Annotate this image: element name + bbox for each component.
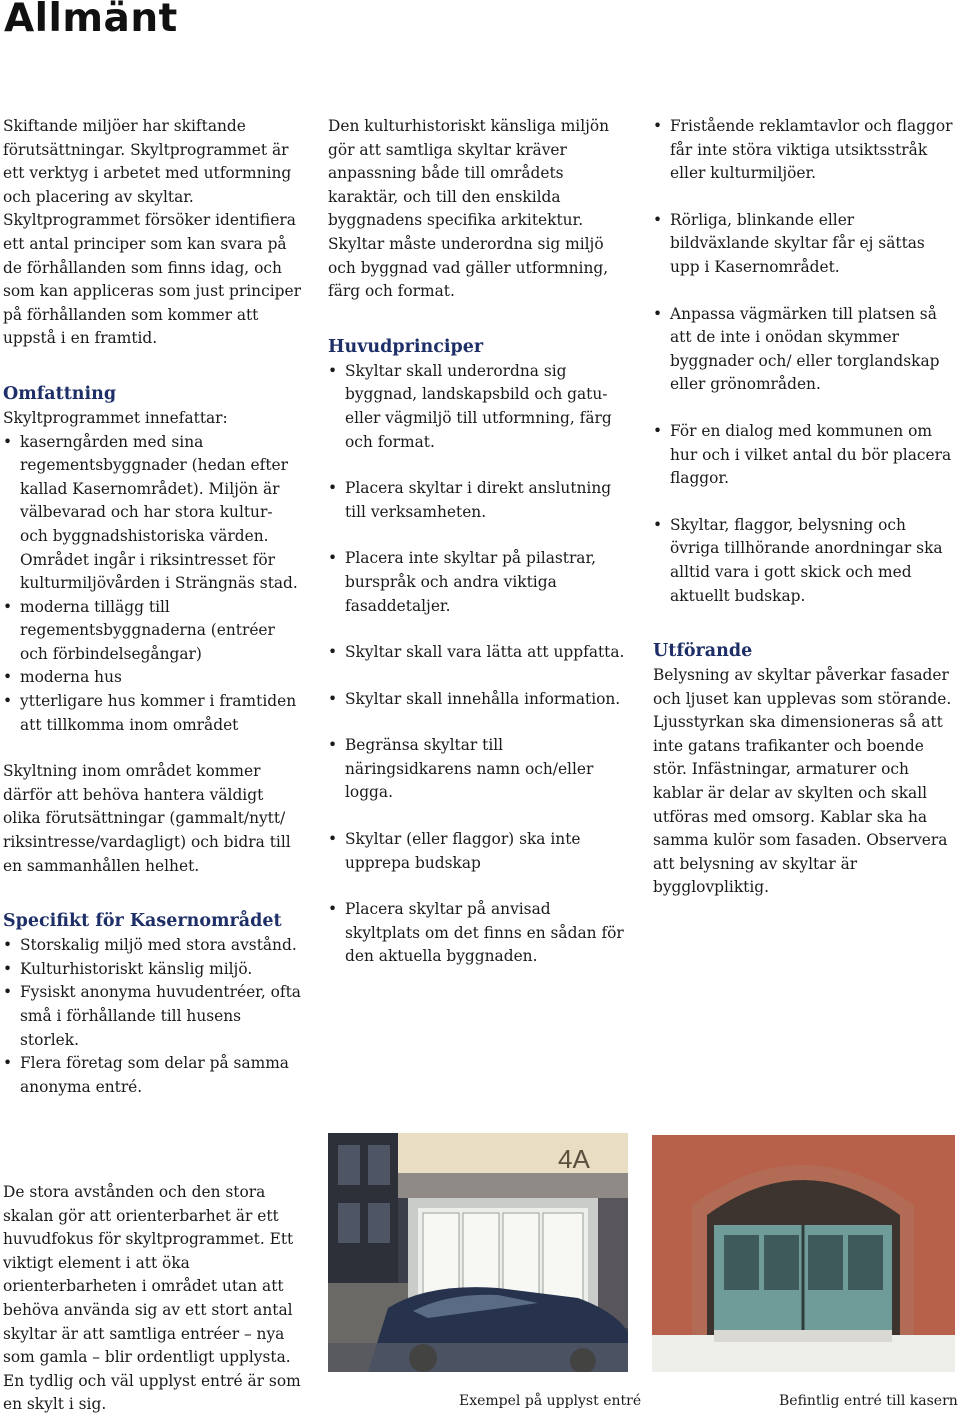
omfattning-intro: Skyltprogrammet innefattar:	[3, 408, 228, 427]
list-item: • Skyltar, flaggor, belysning och övriga tillhörande anordningar ska alltid vara i gott skick och med aktuellt budskap.	[653, 514, 953, 608]
col2-intro-paragraph: Den kulturhistoriskt känsliga miljön gör att samtliga skyltar kräver anpassning både till områdets karaktär, och till den enskilda byggnadens specifika arkitektur. Skyltar måste underordna sig miljö och byggnad vad gäller utformning, färg och format.	[328, 117, 610, 301]
barracks-entrance-illustration	[652, 1135, 955, 1372]
specifikt-list	[3, 934, 303, 1099]
list-item: • Placera skyltar i direkt anslutning till verksamheten.	[328, 477, 628, 524]
photo-lit-entrance	[328, 1133, 628, 1372]
list-item: • Skyltar skall underordna sig byggnad, landskapsbild och gatu- eller vägmiljö till utformning, färg och format.	[328, 360, 628, 454]
list-item: • Skyltar skall vara lätta att uppfatta.	[328, 641, 628, 665]
list-item: • För en dialog med kommunen om hur och i vilket antal du bör placera flaggor.	[653, 420, 953, 491]
list-item: • Skyltar (eller flaggor) ska inte upprepa budskap	[328, 828, 628, 875]
column-1	[3, 115, 303, 1099]
list-item: • Storskalig miljö med stora avstånd.	[3, 934, 303, 958]
column-2	[328, 115, 628, 969]
list-item: • Skyltar skall innehålla information.	[328, 688, 628, 712]
list-item: • Kulturhistoriskt känslig miljö.	[3, 958, 303, 982]
utforande-heading: Utförande	[653, 641, 753, 662]
list-item: • Begränsa skyltar till näringsidkarens namn och/eller logga.	[328, 734, 628, 805]
page-title: Allmänt	[4, 0, 178, 41]
list-item: • Fysiskt anonyma huvudentréer, ofta små i förhållande till husens storlek.	[3, 981, 303, 1052]
list-item: • ytterligare hus kommer i framtiden att tillkomma inom området	[3, 690, 303, 737]
photo2-caption: Befintlig entré till kasern	[779, 1393, 958, 1409]
column-1-bottom	[3, 1181, 303, 1417]
omfattning-list	[3, 431, 303, 738]
list-item: • kaserngården med sina regementsbyggnader (hedan efter kallad Kasernområdet). Miljön är välbevarad och har stora kultur- och byggnadshistoriska värden. Området ingår i riksintresset för kulturmiljövården i Strängnäs stad.	[3, 431, 303, 596]
photo1-caption: Exempel på upplyst entré	[459, 1393, 642, 1409]
intro-paragraph: Skiftande miljöer har skiftande förutsättningar. Skyltprogrammet är ett verktyg i arbetet med utformning och placering av skyltar. Skyltprogrammet försöker identifiera ett antal principer som kan svara på de förhållanden som finns idag, och som kan appliceras som just principer på förhållanden som kommer att uppstå i en framtid.	[3, 117, 301, 348]
avstand-paragraph: De stora avstånden och den stora skalan gör att orienterbarhet är ett huvudfokus för skyltprogrammet. Ett viktigt element i att öka orienterbarheten i området utan att behöva använda sig av ett stort antal skyltar är att samtliga entréer – nya som gamla – blir ordentligt upplysta. En tydlig och väl upplyst entré är som en skylt i sig.	[3, 1183, 301, 1414]
list-item: • Placera skyltar på anvisad skyltplats om det finns en sådan för den aktuella byggnaden.	[328, 898, 628, 969]
huvudprinciper-heading: Huvudprinciper	[328, 336, 484, 357]
specifikt-heading: Specifikt för Kasernområdet	[3, 911, 282, 932]
lit-entrance-illustration	[328, 1133, 628, 1372]
photo-barracks-entrance	[652, 1135, 955, 1372]
entrance-sign-text: 4A	[558, 1144, 590, 1174]
omfattning-heading: Omfattning	[3, 383, 117, 404]
col3-list	[653, 115, 953, 608]
list-item: • moderna hus	[3, 666, 303, 690]
list-item: • Rörliga, blinkande eller bildväxlande skyltar får ej sättas upp i Kasernområdet.	[653, 209, 953, 280]
utforande-paragraph: Belysning av skyltar påverkar fasader och ljuset kan upplevas som störande. Ljusstyrkan ska dimensioneras så att inte gatans trafikanter och boende stör. Infästningar, armaturer och kablar är delar av skylten och skall utföras med omsorg. Kablar ska ha samma kulör som fasaden. Observera att belysning av skyltar är bygglovpliktig.	[653, 666, 952, 897]
list-item: • Anpassa vägmärken till platsen så att de inte i onödan skymmer byggnader och/ eller torglandskap eller grönområden.	[653, 303, 953, 397]
list-item: • Fristående reklamtavlor och flaggor får inte störa viktiga utsiktsstråk eller kulturmiljöer.	[653, 115, 953, 186]
column-3	[653, 115, 953, 900]
list-item: • moderna tillägg till regementsbyggnaderna (entréer och förbindelsegångar)	[3, 596, 303, 667]
huvudprinciper-list	[328, 360, 628, 969]
list-item: • Placera inte skyltar på pilastrar, burspråk och andra viktiga fasaddetaljer.	[328, 547, 628, 618]
skyltning-paragraph: Skyltning inom området kommer därför att behöva hantera väldigt olika förutsättningar (gammalt/nytt/ riksintresse/vardagligt) och bidra till en sammanhållen helhet.	[3, 762, 291, 875]
list-item: • Flera företag som delar på samma anonyma entré.	[3, 1052, 303, 1099]
